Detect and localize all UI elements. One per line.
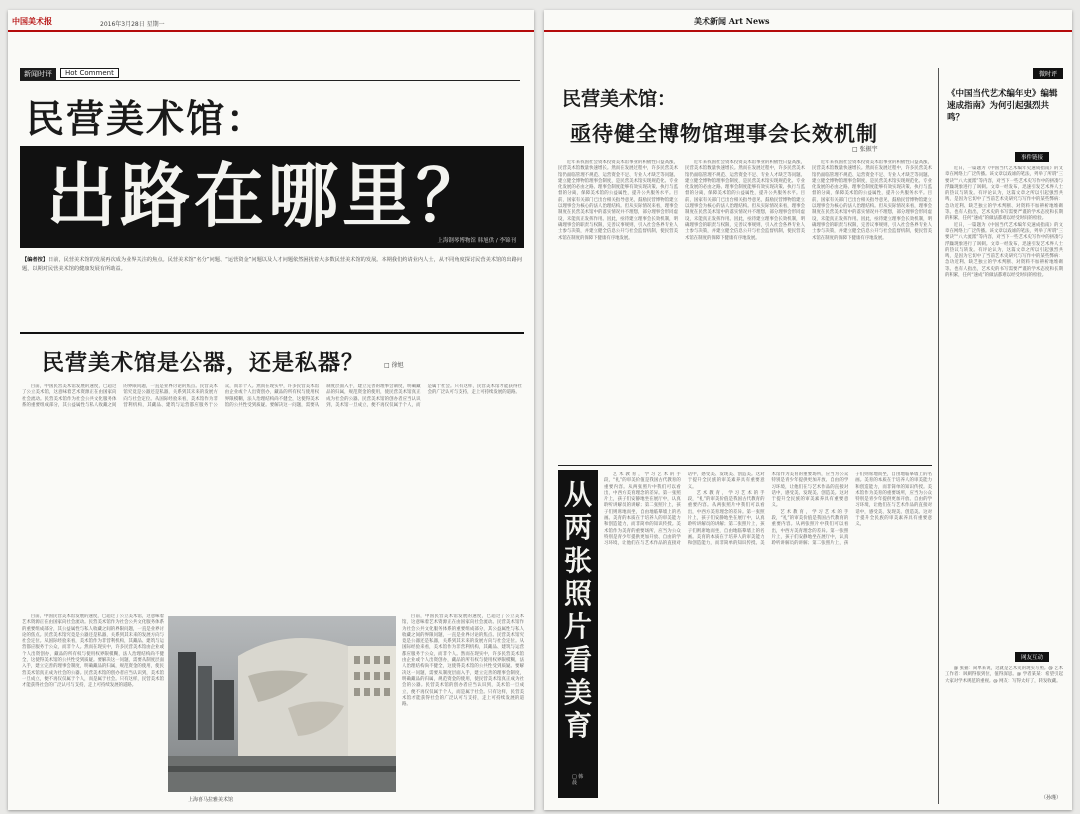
left-masthead — [8, 16, 534, 32]
sidebar-comments: @ 张猫：简单来说，这就是艺术史的现实写照。@ 艺术工作者：讽刺得很到位，值得深思。@ 学者某某：希望引起大家对学术规范的重视。@ 网友：写得太好了，转发收藏。 — [945, 666, 1063, 684]
article1-paragraph-2: 目前，中国民营美术馆发展的速度，已超过了公立美术馆，这意味着艺术资源正在由国家向社会流动。民营美术馆作为社会公共文化服务体系的重要组成部分，其公益属性与私人收藏之间的界限问题，一直是业界讨论的焦点。民营美术馆究竟是公器还是私器，关系到其未来的发展方向与社会定位。从国际经验来看，美术馆作为非营利机构，其藏品、建筑与运营都应服务于公众，而非个人。然而在现实中，许多民营美术馆由企业或个人出资创办，藏品的所有权与使用权界限模糊，法人治理结构尚不健全，这使得美术馆的公共性受到质疑。要解决这一问题，需要从制度层面入手，建立完善的理事会制度，明确藏品的归属，规范资金的使用，使民营美术馆真正成为社会的公器。民营美术馆的创办者应当认识到，美术馆一旦成立，便不再仅仅属于个人，而是属于社会。只有这样，民营美术馆才能获得社会的广泛认可与支持，走上可持续发展的道路。 — [22, 614, 164, 689]
sidebar-section1: 事件链接 — [1015, 152, 1049, 162]
newspaper-left-page — [8, 10, 534, 810]
sidebar-body1 — [945, 166, 1063, 536]
editor-note — [22, 256, 522, 273]
article1-author: □ 徐旭 — [384, 362, 404, 369]
headline-main: 出路在哪里？ — [46, 155, 490, 237]
article1-body-continued — [22, 614, 164, 804]
museum-photo-image — [168, 616, 396, 792]
header-rule — [20, 80, 520, 87]
top-article-paragraph-2: 近年来我国社会资本投资美术馆事业的积极性日益高涨，民营美术馆数量快速增长。然而在发展过程中，许多民营美术馆仍面临管理不规范、运营资金不足、专业人才缺乏等问题。建立健全博物馆理事会制度，是民营美术馆实现规范化、专业化发展的必由之路。理事会制度能够有效实现决策、执行与监督的分离，保障美术馆的公益属性，提升公共服务水平。目前，国家有关部门已出台相关指导意见，鼓励民营博物馆建立以理事会为核心的法人治理结构。但从实际情况来看，理事会制度在民营美术馆中的落实情况并不理想，部分理事会形同虚设，未能真正发挥作用。因此，亟待建立理事会长效机制，明确理事会的职责与权限，完善议事规则，引入社会各界专业人士参与决策，并建立健全信息公开与社会监督机制，使民营美术馆在制度的保障下健康有序地发展。 — [685, 160, 805, 241]
bottom-article-paragraph-2: 艺术教育，学习艺术的手段，“礼”的审美价值是我国古代教育的重要内容。从两张照片中我们可以看出，中西方美育理念的差异。第一张照片上，孩子们安静地坐在展厅中，认真聆听讲解员的讲解；第二张照片上，孩子们则席地而坐，自由地临摹墙上的名画。美育的本质在于培养人的审美能力和创造能力，而非简单的知识传授。美术馆作为美育的重要场所，应当为公众特别是青少年提供更加开放、自由的学习环境，让他们在与艺术作品的直接对话中，感受美、发现美、创造美。这对于提升全民族的审美素养具有重要意义。 — [687, 472, 849, 547]
sidebar-body2 — [945, 666, 1063, 792]
top-article-paragraph-3: 近年来我国社会资本投资美术馆事业的积极性日益高涨，民营美术馆数量快速增长。然而在发展过程中，许多民营美术馆仍面临管理不规范、运营资金不足、专业人才缺乏等问题。建立健全博物馆理事会制度，是民营美术馆实现规范化、专业化发展的必由之路。理事会制度能够有效实现决策、执行与监督的分离，保障美术馆的公益属性，提升公共服务水平。目前，国家有关部门已出台相关指导意见，鼓励民营博物馆建立以理事会为核心的法人治理结构。但从实际情况来看，理事会制度在民营美术馆中的落实情况并不理想，部分理事会形同虚设，未能真正发挥作用。因此，亟待建立理事会长效机制，明确理事会的职责与权限，完善议事规则，引入社会各界专业人士参与决策，并建立健全信息公开与社会监督机制，使民营美术馆在制度的保障下健康有序地发展。 — [812, 160, 932, 241]
bottom-article-author: □ 韩晨 — [572, 774, 584, 786]
sidebar-section2: 网友互动 — [1015, 652, 1049, 662]
headline-top: 民营美术馆： — [26, 97, 267, 141]
article1-body-right — [402, 614, 524, 804]
top-article-author: □ 张振宇 — [852, 146, 878, 153]
sidebar — [938, 68, 1067, 804]
bottom-article-body — [604, 472, 932, 798]
sidebar-footer: （孙瑾） — [1040, 795, 1061, 801]
headline-main-bar — [20, 146, 524, 248]
vertical-title-bar — [558, 470, 598, 798]
sidebar-paragraph-2: 近日，一篇题为《中国当代艺术编年史速成指南》的文章在网络上广泛传播。该文章以戏谑的笔法，列举了所谓“三要诀”“八大流派”等内容，对当下一些艺术史写作中的拼凑与浮躁现象进行了讽刺。文章一经发布，迅速引发艺术界人士的热议与转发。有评论认为，这篇文章之所以引起强烈共鸣，是因为它切中了当前艺术史研究与写作中的某些弊病：急功近利、缺乏独立的学术判断、对资料不加辨析地堆砌等。也有人指出，艺术史的书写需要严谨的学术态度和长期的积累，任何“速成”的做法都难以经受时间的检验。 — [945, 222, 1063, 279]
bottom-article-title: 从两张照片看美育 — [563, 478, 592, 742]
sidebar-paragraph: 近日，一篇题为《中国当代艺术编年史速成指南》的文章在网络上广泛传播。该文章以戏谑的笔法，列举了所谓“三要诀”“八大流派”等内容，对当下一些艺术史写作中的拼凑与浮躁现象进行了讽刺。文章一经发布，迅速引发艺术界人士的热议与转发。有评论认为，这篇文章之所以引起强烈共鸣，是因为它切中了当前艺术史研究与写作中的某些弊病：急功近利、缺乏独立的学术判断、对资料不加辨析地堆砌等。也有人指出，艺术史的书写需要严谨的学术态度和长期的积累，任何“速成”的做法都难以经受时间的检验。 — [945, 166, 1063, 222]
article1-title: 民营美术馆是公器，还是私器？ — [42, 351, 365, 376]
bottom-article-paragraph-3: 艺术教育，学习艺术的手段，“礼”的审美价值是我国古代教育的重要内容。从两张照片中我们可以看出，中西方美育理念的差异。第一张照片上，孩子们安静地坐在展厅中，认真聆听讲解员的讲解；第二张照片上，孩子们则席地而坐，自由地临摹墙上的名画。美育的本质在于培养人的审美能力和创造能力，而非简单的知识传授。美术馆作为美育的重要场所，应当为公众特别是青少年提供更加开放、自由的学习环境，让他们在与艺术作品的直接对话中，感受美、发现美、创造美。这对于提升全民族的审美素养具有重要意义。 — [771, 472, 932, 547]
editor-note-text: 日前，民营美术馆的发展再次成为业界关注的焦点。民营美术馆“名分”问题、“运营资金”问题以及人才问题依然困扰着大多数民营美术馆的发展。本期我们约请业内人士，从不同角度探讨民营美术馆的出路问题，以期对民营美术馆的健康发展有所助益。 — [22, 257, 522, 272]
museum-photo — [168, 616, 396, 792]
article1-body — [22, 384, 522, 614]
editor-note-label: 【编者按】 — [22, 257, 49, 263]
headline-credit: 上海钢琴博物馆 韩旭供 / 李锦刊 — [437, 238, 516, 244]
top-article-body — [558, 160, 932, 460]
section-tag-cn: 新闻时评 — [20, 68, 56, 80]
top-article-paragraph: 近年来我国社会资本投资美术馆事业的积极性日益高涨，民营美术馆数量快速增长。然而在发展过程中，许多民营美术馆仍面临管理不规范、运营资金不足、专业人才缺乏等问题。建立健全博物馆理事会制度，是民营美术馆实现规范化、专业化发展的必由之路。理事会制度能够有效实现决策、执行与监督的分离，保障美术馆的公益属性，提升公共服务水平。目前，国家有关部门已出台相关指导意见，鼓励民营博物馆建立以理事会为核心的法人治理结构。但从实际情况来看，理事会制度在民营美术馆中的落实情况并不理想，部分理事会形同虚设，未能真正发挥作用。因此，亟待建立理事会长效机制，明确理事会的职责与权限，完善议事规则，引入社会各界专业人士参与决策，并建立健全信息公开与社会监督机制，使民营美术馆在制度的保障下健康有序地发展。 — [558, 160, 678, 241]
newspaper-brand: 中国美术报 — [12, 16, 52, 26]
newspaper-right-page — [544, 10, 1072, 810]
bottom-article-paragraph: 艺术教育，学习艺术的手段，“礼”的审美价值是我国古代教育的重要内容。从两张照片中我们可以看出，中西方美育理念的差异。第一张照片上，孩子们安静地坐在展厅中，认真聆听讲解员的讲解；第二张照片上，孩子们则席地而坐，自由地临摹墙上的名画。美育的本质在于培养人的审美能力和创造能力，而非简单的知识传授。美术馆作为美育的重要场所，应当为公众特别是青少年提供更加开放、自由的学习环境，让他们在与艺术作品的直接对话中，感受美、发现美、创造美。这对于提升全民族的审美素养具有重要意义。 — [604, 472, 765, 547]
page-section: 美术新闻 Art News — [694, 16, 770, 26]
sidebar-title: 《中国当代艺术编年史》编辑速成指南》为何引起强烈共鸣？ — [947, 89, 1058, 123]
issue-date: 2016年3月28日 星期一 — [100, 21, 165, 28]
sidebar-tag: 微时评 — [1033, 68, 1063, 79]
article1-paragraph: 目前，中国民营美术馆发展的速度，已超过了公立美术馆，这意味着艺术资源正在由国家向社会流动。民营美术馆作为社会公共文化服务体系的重要组成部分，其公益属性与私人收藏之间的界限问题，一直是业界讨论的焦点。民营美术馆究竟是公器还是私器，关系到其未来的发展方向与社会定位。从国际经验来看，美术馆作为非营利机构，其藏品、建筑与运营都应服务于公众，而非个人。然而在现实中，许多民营美术馆由企业或个人出资创办，藏品的所有权与使用权界限模糊，法人治理结构尚不健全，这使得美术馆的公共性受到质疑。要解决这一问题，需要从制度层面入手，建立完善的理事会制度，明确藏品的归属，规范资金的使用，使民营美术馆真正成为社会的公器。民营美术馆的创办者应当认识到，美术馆一旦成立，便不再仅仅属于个人，而是属于社会。只有这样，民营美术馆才能获得社会的广泛认可与支持，走上可持续发展的道路。 — [22, 384, 522, 408]
photo-caption: 上海喜马拉雅美术馆 — [188, 797, 234, 803]
divider-right — [558, 465, 932, 466]
top-article-title: 亟待健全博物馆理事会长效机制 — [570, 122, 878, 146]
right-masthead — [544, 16, 1072, 32]
top-article-kicker: 民营美术馆： — [562, 88, 677, 110]
divider — [20, 332, 524, 334]
section-tag-en: Hot Comment — [60, 68, 119, 78]
article1-paragraph-3: 目前，中国民营美术馆发展的速度，已超过了公立美术馆，这意味着艺术资源正在由国家向社会流动。民营美术馆作为社会公共文化服务体系的重要组成部分，其公益属性与私人收藏之间的界限问题，一直是业界讨论的焦点。民营美术馆究竟是公器还是私器，关系到其未来的发展方向与社会定位。从国际经验来看，美术馆作为非营利机构，其藏品、建筑与运营都应服务于公众，而非个人。然而在现实中，许多民营美术馆由企业或个人出资创办，藏品的所有权与使用权界限模糊，法人治理结构尚不健全，这使得美术馆的公共性受到质疑。要解决这一问题，需要从制度层面入手，建立完善的理事会制度，明确藏品的归属，规范资金的使用，使民营美术馆真正成为社会的公器。民营美术馆的创办者应当认识到，美术馆一旦成立，便不再仅仅属于个人，而是属于社会。只有这样，民营美术馆才能获得社会的广泛认可与支持，走上可持续发展的道路。 — [402, 614, 524, 708]
